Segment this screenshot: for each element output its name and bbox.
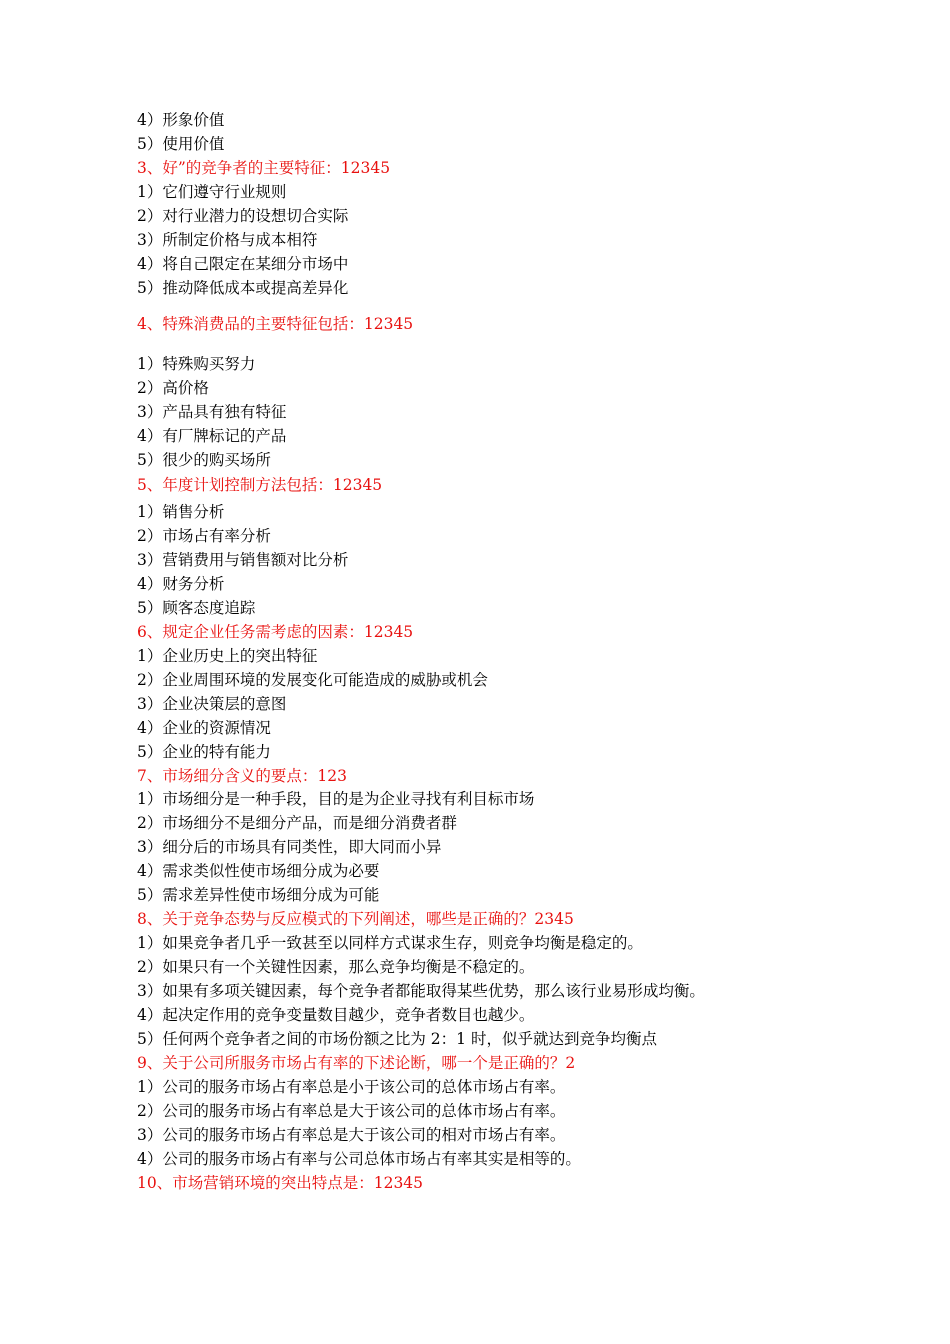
list-item: 4）财务分析	[137, 575, 225, 593]
list-item: 5）推动降低成本或提高差异化	[137, 279, 349, 297]
list-item: 1）销售分析	[137, 503, 225, 521]
list-item: 4）将自己限定在某细分市场中	[137, 255, 349, 273]
list-item: 5）需求差异性使市场细分成为可能	[137, 886, 380, 904]
list-item: 2）如果只有一个关键性因素，那么竞争均衡是不稳定的。	[137, 958, 535, 976]
list-item: 1）特殊购买努力	[137, 355, 256, 373]
list-item: 1）公司的服务市场占有率总是小于该公司的总体市场占有率。	[137, 1078, 566, 1096]
list-item: 5）使用价值	[137, 135, 225, 153]
list-item: 4）需求类似性使市场细分成为必要	[137, 862, 380, 880]
list-item: 2）公司的服务市场占有率总是大于该公司的总体市场占有率。	[137, 1102, 566, 1120]
section-heading: 3、好”的竞争者的主要特征：12345	[137, 159, 391, 177]
list-item: 3）细分后的市场具有同类性，即大同而小异	[137, 838, 442, 856]
section-heading: 8、关于竞争态势与反应模式的下列阐述，哪些是正确的？2345	[137, 910, 574, 928]
list-item: 4）形象价值	[137, 111, 225, 129]
list-item: 3）如果有多项关键因素，每个竞争者都能取得某些优势，那么该行业易形成均衡。	[137, 982, 705, 1000]
list-item: 5）任何两个竞争者之间的市场份额之比为 2：1 时，似乎就达到竞争均衡点	[137, 1030, 657, 1048]
list-item: 4）有厂牌标记的产品	[137, 427, 287, 445]
section-heading: 5、年度计划控制方法包括：12345	[137, 476, 383, 494]
list-item: 5）很少的购买场所	[137, 451, 271, 469]
list-item: 2）企业周围环境的发展变化可能造成的威胁或机会	[137, 671, 488, 689]
list-item: 5）顾客态度追踪	[137, 599, 256, 617]
list-item: 2）市场占有率分析	[137, 527, 271, 545]
list-item: 1）它们遵守行业规则	[137, 183, 287, 201]
list-item: 4）起决定作用的竞争变量数目越少，竞争者数目也越少。	[137, 1006, 535, 1024]
list-item: 4）企业的资源情况	[137, 719, 271, 737]
list-item: 3）营销费用与销售额对比分析	[137, 551, 349, 569]
list-item: 3）产品具有独有特征	[137, 403, 287, 421]
section-heading: 6、规定企业任务需考虑的因素：12345	[137, 623, 414, 641]
section-heading: 4、特殊消费品的主要特征包括：12345	[137, 315, 414, 333]
list-item: 1）市场细分是一种手段，目的是为企业寻找有利目标市场	[137, 790, 535, 808]
section-heading: 7、市场细分含义的要点：123	[137, 767, 347, 785]
list-item: 1）企业历史上的突出特征	[137, 647, 318, 665]
list-item: 1）如果竞争者几乎一致甚至以同样方式谋求生存，则竞争均衡是稳定的。	[137, 934, 643, 952]
list-item: 3）公司的服务市场占有率总是大于该公司的相对市场占有率。	[137, 1126, 566, 1144]
section-heading: 9、关于公司所服务市场占有率的下述论断，哪一个是正确的？2	[137, 1054, 576, 1072]
list-item: 3）所制定价格与成本相符	[137, 231, 318, 249]
list-item: 2）对行业潜力的设想切合实际	[137, 207, 349, 225]
list-item: 5）企业的特有能力	[137, 743, 271, 761]
list-item: 4）公司的服务市场占有率与公司总体市场占有率其实是相等的。	[137, 1150, 581, 1168]
section-heading: 10、市场营销环境的突出特点是：12345	[137, 1174, 424, 1192]
list-item: 2）高价格	[137, 379, 209, 397]
list-item: 2）市场细分不是细分产品，而是细分消费者群	[137, 814, 457, 832]
list-item: 3）企业决策层的意图	[137, 695, 287, 713]
